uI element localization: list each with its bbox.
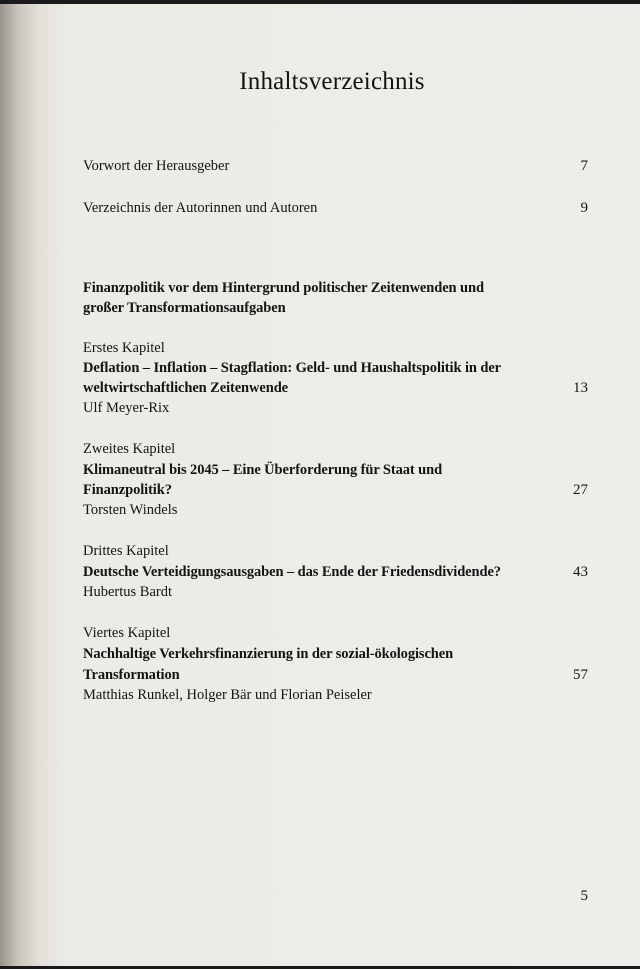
chapter-page-number: 43 <box>573 564 588 580</box>
chapter-title-line1: Deflation – Inflation – Stagflation: Geld- und Haushaltspolitik in der <box>83 360 501 376</box>
chapter-title-line2: Finanzpolitik? <box>83 482 172 498</box>
chapter-page-number: 13 <box>573 380 588 396</box>
chapter-number: Viertes Kapitel <box>83 625 171 641</box>
chapter-title-line1: Klimaneutral bis 2045 – Eine Überforderung für Staat und <box>83 462 443 478</box>
chapter-author: Matthias Runkel, Holger Bär und Florian Peiseler <box>83 687 372 703</box>
book-page <box>0 4 640 966</box>
toc-entry-verzeichnis-page: 9 <box>580 200 588 216</box>
toc-entry-vorwort: Vorwort der Herausgeber <box>83 158 230 174</box>
page-number: 5 <box>580 888 588 904</box>
section-heading-line1: Finanzpolitik vor dem Hintergrund politischer Zeitenwenden und <box>83 280 484 296</box>
chapter-title-line2: weltwirtschaftlichen Zeitenwende <box>83 380 288 396</box>
section-heading-line2: großer Transformationsaufgaben <box>83 300 286 316</box>
chapter-page-number: 27 <box>573 482 588 498</box>
chapter-author: Hubertus Bardt <box>83 584 172 600</box>
chapter-author: Torsten Windels <box>83 502 178 518</box>
chapter-number: Erstes Kapitel <box>83 340 165 356</box>
chapter-author: Ulf Meyer-Rix <box>83 400 170 416</box>
chapter-number: Zweites Kapitel <box>83 441 176 457</box>
page-title: Inhaltsverzeichnis <box>239 68 425 95</box>
toc-entry-verzeichnis: Verzeichnis der Autorinnen und Autoren <box>83 200 318 216</box>
chapter-title-line2: Transformation <box>83 667 180 683</box>
chapter-title-line1: Nachhaltige Verkehrsfinanzierung in der sozial-ökologischen <box>83 646 454 662</box>
chapter-page-number: 57 <box>573 667 588 683</box>
chapter-title-line1: Deutsche Verteidigungsausgaben – das Ende der Friedensdividende? <box>83 564 501 580</box>
toc-entry-vorwort-page: 7 <box>580 158 588 174</box>
chapter-number: Drittes Kapitel <box>83 543 169 559</box>
